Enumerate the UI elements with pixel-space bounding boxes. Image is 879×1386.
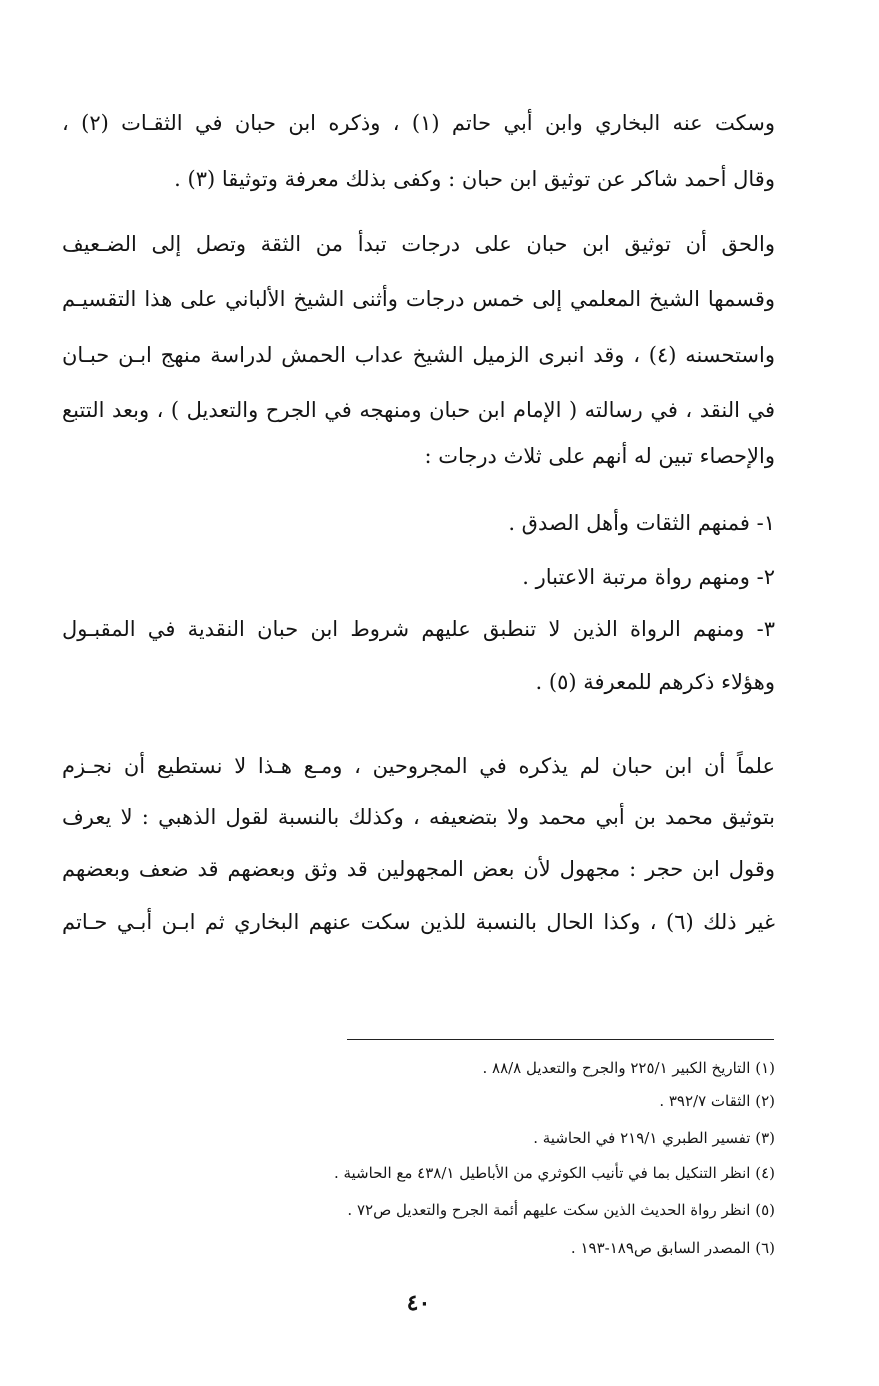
page-number: ٤٠ — [406, 1290, 431, 1316]
text-line: واستحسنه (٤) ، وقد انبرى الزميل الشيخ عداب الحمش لدراسة منهج ابـن حبـان — [62, 343, 775, 367]
text-line: بتوثيق محمد بن أبي محمد ولا بتضعيفه ، وكذلك بالنسبة لقول الذهبي : لا يعرف — [62, 805, 775, 829]
footnote-4: (٤) انظر التنكيل بما في تأنيب الكوثري من الأباطيل ٤٣٨/١ مع الحاشية . — [333, 1164, 775, 1182]
text-line: وقول ابن حجر : مجهول لأن بعض المجهولين قد وثق وبعضهم قد ضعف وبعضهم — [62, 857, 775, 881]
footnote-1: (١) التاريخ الكبير ٢٢٥/١ والجرح والتعديل ٨٨/٨ . — [482, 1059, 775, 1077]
footnote-6: (٦) المصدر السابق ص١٨٩-١٩٣ . — [570, 1239, 775, 1257]
text-line: علماً أن ابن حبان لم يذكره في المجروحين ، ومـع هـذا لا نستطيع أن نجـزم — [62, 754, 775, 778]
text-line: وقال أحمد شاكر عن توثيق ابن حبان : وكفى بذلك معرفة وتوثيقا (٣) . — [174, 167, 775, 191]
text-line: غير ذلك (٦) ، وكذا الحال بالنسبة للذين سكت عنهم البخاري ثم ابـن أبـي حـاتم — [62, 910, 775, 934]
text-line: وهؤلاء ذكرهم للمعرفة (٥) . — [535, 670, 775, 694]
footnote-3: (٣) تفسير الطبري ٢١٩/١ في الحاشية . — [533, 1129, 775, 1147]
list-item: ٣- ومنهم الرواة الذين لا تنطبق عليهم شروط ابن حبان النقدية في المقبـول — [62, 617, 775, 641]
list-item: ٢- ومنهم رواة مرتبة الاعتبار . — [522, 565, 775, 589]
text-line: والحق أن توثيق ابن حبان على درجات تبدأ من الثقة وتصل إلى الضـعيف — [62, 232, 775, 256]
text-line: في النقد ، في رسالته ( الإمام ابن حبان ومنهجه في الجرح والتعديل ) ، وبعد التتبع — [62, 398, 775, 422]
footnote-separator — [347, 1039, 774, 1040]
list-item: ١- فمنهم الثقات وأهل الصدق . — [508, 511, 775, 535]
footnote-5: (٥) انظر رواة الحديث الذين سكت عليهم أئمة الجرح والتعديل ص٧٢ . — [347, 1201, 775, 1219]
page — [62, 0, 775, 1386]
text-line: وقسمها الشيخ المعلمي إلى خمس درجات وأثنى الشيخ الألباني على هذا التقسيـم — [62, 287, 775, 311]
text-line: والإحصاء تبين له أنهم على ثلاث درجات : — [424, 444, 775, 468]
text-line: وسكت عنه البخاري وابن أبي حاتم (١) ، وذكره ابن حبان في الثقـات (٢) ، — [62, 111, 775, 135]
footnote-2: (٢) الثقات ٣٩٢/٧ . — [659, 1092, 775, 1110]
